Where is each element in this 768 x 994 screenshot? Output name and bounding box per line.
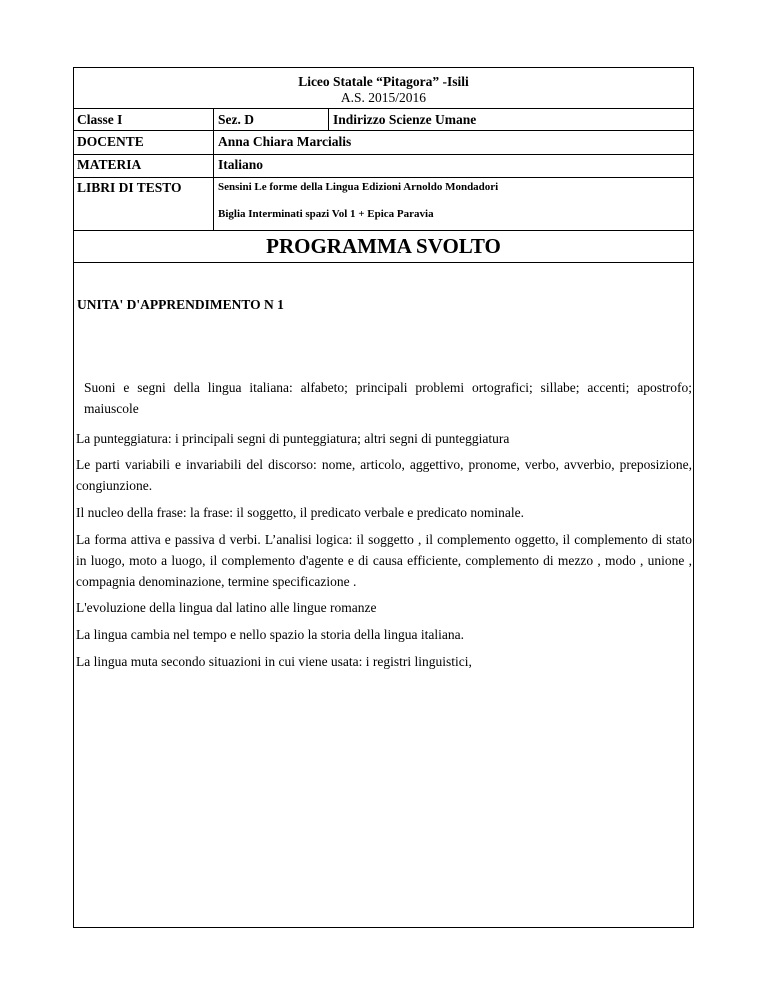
sez-label: Sez. D — [218, 112, 254, 127]
paragraph: La lingua muta secondo situazioni in cui viene usata: i registri linguistici, — [76, 654, 472, 669]
paragraph: La forma attiva e passiva d verbi. L’analisi logica: il soggetto , il complemento oggetto, il complemento di stato in luogo, moto a luogo, il complemento d'agente e di causa efficiente, complemento di mezzo , modo , unione , compagnia denominazione, termine specificazione . — [76, 532, 692, 589]
docente-value: Anna Chiara Marcialis — [218, 134, 352, 149]
paragraph: La lingua cambia nel tempo e nello spazio la storia della lingua italiana. — [76, 627, 464, 642]
section-title: PROGRAMMA SVOLTO — [266, 234, 501, 258]
divider — [213, 108, 214, 230]
school-year: A.S. 2015/2016 — [340, 90, 427, 105]
classe-label: Classe I — [77, 112, 123, 127]
divider — [74, 230, 693, 231]
unit-title: UNITA' D'APPRENDIMENTO N 1 — [77, 297, 284, 312]
divider — [74, 177, 693, 178]
document-frame — [73, 67, 694, 928]
paragraph: Le parti variabili e invariabili del discorso: nome, articolo, aggettivo, pronome, verbo, avverbio, preposizione, congiunzione. — [76, 457, 692, 493]
school-name: Liceo Statale “Pitagora” -Isili — [298, 74, 469, 89]
paragraph: La punteggiatura: i principali segni di punteggiatura; altri segni di punteggiatura — [76, 431, 510, 446]
libri-label: LIBRI DI TESTO — [77, 180, 182, 195]
paragraph — [84, 377, 692, 419]
materia-label: MATERIA — [77, 157, 142, 172]
materia-value: Italiano — [218, 157, 264, 172]
paragraph-text: Suoni e segni della lingua italiana: alfabeto; principali problemi ortografici; sillabe; accenti; apostrofo; maiuscole — [84, 380, 692, 416]
divider — [74, 108, 693, 109]
paragraph: Il nucleo della frase: la frase: il soggetto, il predicato verbale e predicato nominale. — [76, 505, 524, 520]
divider — [74, 130, 693, 131]
docente-label: DOCENTE — [77, 134, 144, 149]
libri-item-2: Biglia Interminati spazi Vol 1 + Epica Paravia — [218, 208, 434, 220]
paragraph: L'evoluzione della lingua dal latino alle lingue romanze — [76, 600, 377, 615]
indirizzo-label: Indirizzo Scienze Umane — [333, 112, 477, 127]
divider — [74, 154, 693, 155]
divider — [328, 108, 329, 130]
libri-item-1: Sensini Le forme della Lingua Edizioni Arnoldo Mondadori — [218, 181, 499, 193]
divider — [74, 262, 693, 263]
